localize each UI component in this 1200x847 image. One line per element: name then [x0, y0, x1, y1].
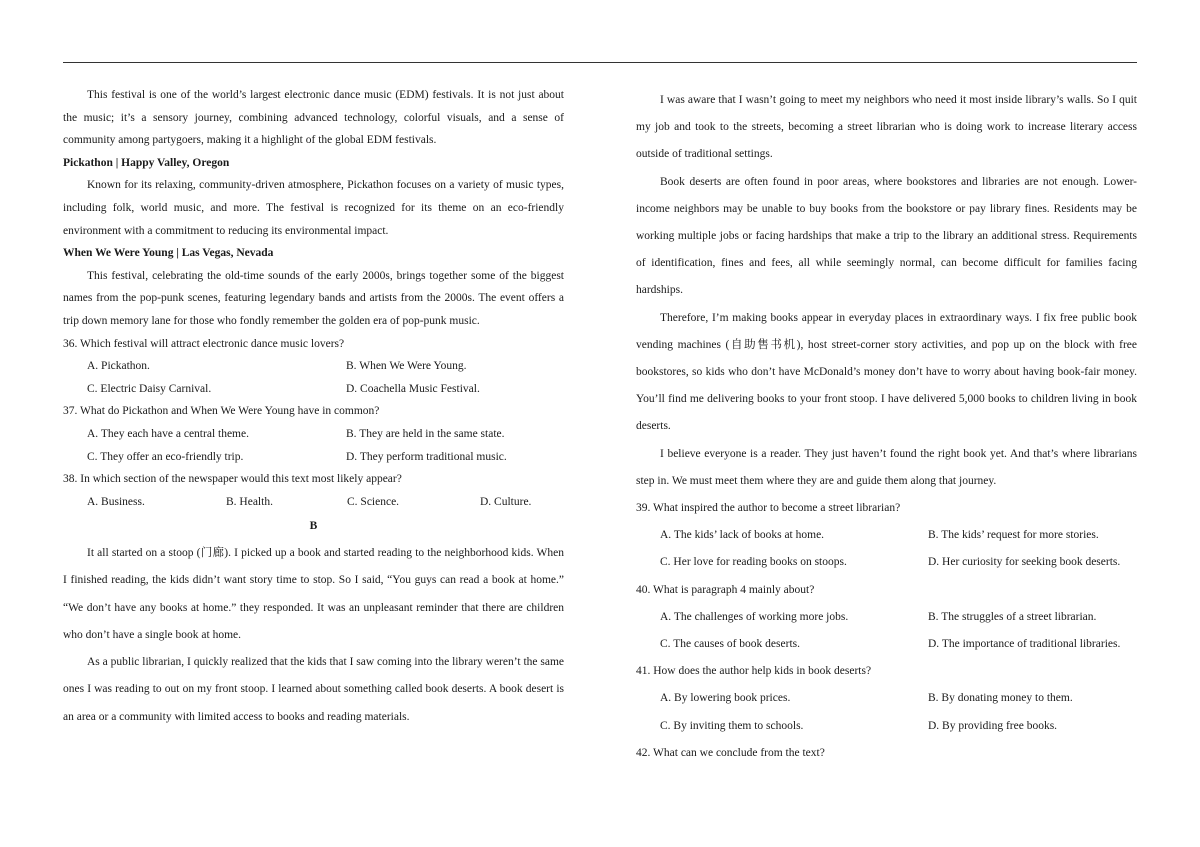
question-41-stem: 41. How does the author help kids in book deserts?	[636, 665, 872, 678]
option-40-a: A. The challenges of working more jobs.	[660, 610, 849, 623]
question-40-stem: 40. What is paragraph 4 mainly about?	[636, 583, 815, 596]
option-37-b: B. They are held in the same state.	[346, 427, 505, 440]
option-41-c: C. By inviting them to schools.	[660, 719, 804, 732]
right-column	[636, 87, 1137, 767]
question-39-stem: 39. What inspired the author to become a street librarian?	[636, 502, 901, 515]
question-41-options	[636, 685, 1137, 739]
paragraph-when-we-were-young: This festival, celebrating the old-time sounds of the early 2000s, brings together some of the biggest names from the pop-punk scenes, featuring legendary bands and artists from the 2000s. The event offers a trip down memory lane for those who fondly remember the golden era of pop-punk music.	[63, 269, 564, 327]
option-38-c: C. Science.	[347, 495, 400, 508]
option-41-b: B. By donating money to them.	[928, 692, 1073, 705]
paragraph-b4: Book deserts are often found in poor areas, where bookstores and libraries are not enough. Lower-income neighbors may be unable to buy books from the bookstore or pay library fines. Residents may be working multiple jobs or facing hardships that make a trip to the library an additional stress. Requirements of identification, fines and fees, all while seemingly normal, can become difficult for families facing hardships.	[636, 175, 1137, 297]
question-36-stem: 36. Which festival will attract electronic dance music lovers?	[63, 337, 345, 350]
paragraph-pickathon: Known for its relaxing, community-driven atmosphere, Pickathon focuses on a variety of music types, including folk, world music, and more. The festival is recognized for its theme on an eco-friendly environment with a commitment to reducing its environmental impact.	[63, 179, 564, 237]
paragraph-edc: This festival is one of the world’s largest electronic dance music (EDM) festivals. It is not just about the music; it’s a sensory journey, combining advanced technology, colorful visuals, and a sense of community among partygoers, making it a highlight of the global EDM festivals.	[63, 89, 564, 147]
header-rule	[63, 62, 1137, 63]
option-38-b: B. Health.	[226, 495, 273, 508]
option-39-c: C. Her love for reading books on stoops.	[660, 556, 847, 569]
heading-pickathon: Pickathon | Happy Valley, Oregon	[63, 156, 230, 169]
option-38-a: A. Business.	[87, 495, 145, 508]
paragraph-b1: It all started on a stoop (门廊). I picked up a book and started reading to the neighborhood kids. When I finished reading, the kids didn’t want story time to stop. So I said, “You guys can read a book at home.” “We don’t have any books at home.” they responded. It was an unpleasant reminder that there are children who don’t have a single book at home.	[63, 547, 564, 641]
question-38-stem: 38. In which section of the newspaper would this text most likely appear?	[63, 473, 402, 486]
question-37-stem: 37. What do Pickathon and When We Were Young have in common?	[63, 405, 380, 418]
heading-when-we-were-young: When We Were Young | Las Vegas, Nevada	[63, 247, 274, 260]
option-40-b: B. The struggles of a street librarian.	[928, 610, 1097, 623]
left-column	[63, 84, 564, 731]
option-37-c: C. They offer an eco-friendly trip.	[87, 450, 244, 463]
option-40-d: D. The importance of traditional libraries.	[928, 638, 1121, 651]
question-38-options	[63, 491, 564, 514]
option-37-d: D. They perform traditional music.	[346, 450, 507, 463]
question-39-options	[636, 522, 1137, 576]
question-36-options	[63, 355, 564, 400]
option-40-c: C. The causes of book deserts.	[660, 638, 800, 651]
option-41-a: A. By lowering book prices.	[660, 692, 791, 705]
question-42-stem: 42. What can we conclude from the text?	[636, 746, 825, 759]
option-37-a: A. They each have a central theme.	[87, 427, 249, 440]
option-39-d: D. Her curiosity for seeking book deserts.	[928, 556, 1121, 569]
paragraph-b6: I believe everyone is a reader. They just haven’t found the right book yet. And that’s where librarians step in. We must meet them where they are and guide them along that journey.	[636, 447, 1137, 487]
option-39-a: A. The kids’ lack of books at home.	[660, 529, 825, 542]
paragraph-b2: As a public librarian, I quickly realized that the kids that I saw coming into the library weren’t the same ones I was reading to out on my front stoop. I learned about something called book deserts. A book desert is an area or a community with limited access to books and reading materials.	[63, 656, 564, 723]
question-37-options	[63, 423, 564, 468]
option-36-c: C. Electric Daisy Carnival.	[87, 382, 212, 395]
option-36-a: A. Pickathon.	[87, 360, 150, 373]
option-38-d: D. Culture.	[480, 495, 532, 508]
option-36-b: B. When We Were Young.	[346, 360, 467, 373]
option-39-b: B. The kids’ request for more stories.	[928, 529, 1099, 542]
paragraph-b3: I was aware that I wasn’t going to meet my neighbors who need it most inside library’s walls. So I quit my job and took to the streets, becoming a street librarian who is doing work to increase literary access outside of traditional settings.	[636, 94, 1137, 161]
question-40-options	[636, 604, 1137, 658]
option-41-d: D. By providing free books.	[928, 719, 1058, 732]
paragraph-b5: Therefore, I’m making books appear in everyday places in extraordinary ways. I fix free public book vending machines (自助售书机), host street-corner story activities, and pop up on the block with free bookstores, so kids who don’t have McDonald’s money don’t have to worry about having book-fair money. You’ll find me delivering books to your front stoop. I have delivered 5,000 books to children living in book deserts.	[636, 311, 1137, 433]
section-b-heading: B	[309, 520, 318, 533]
option-36-d: D. Coachella Music Festival.	[346, 382, 480, 395]
